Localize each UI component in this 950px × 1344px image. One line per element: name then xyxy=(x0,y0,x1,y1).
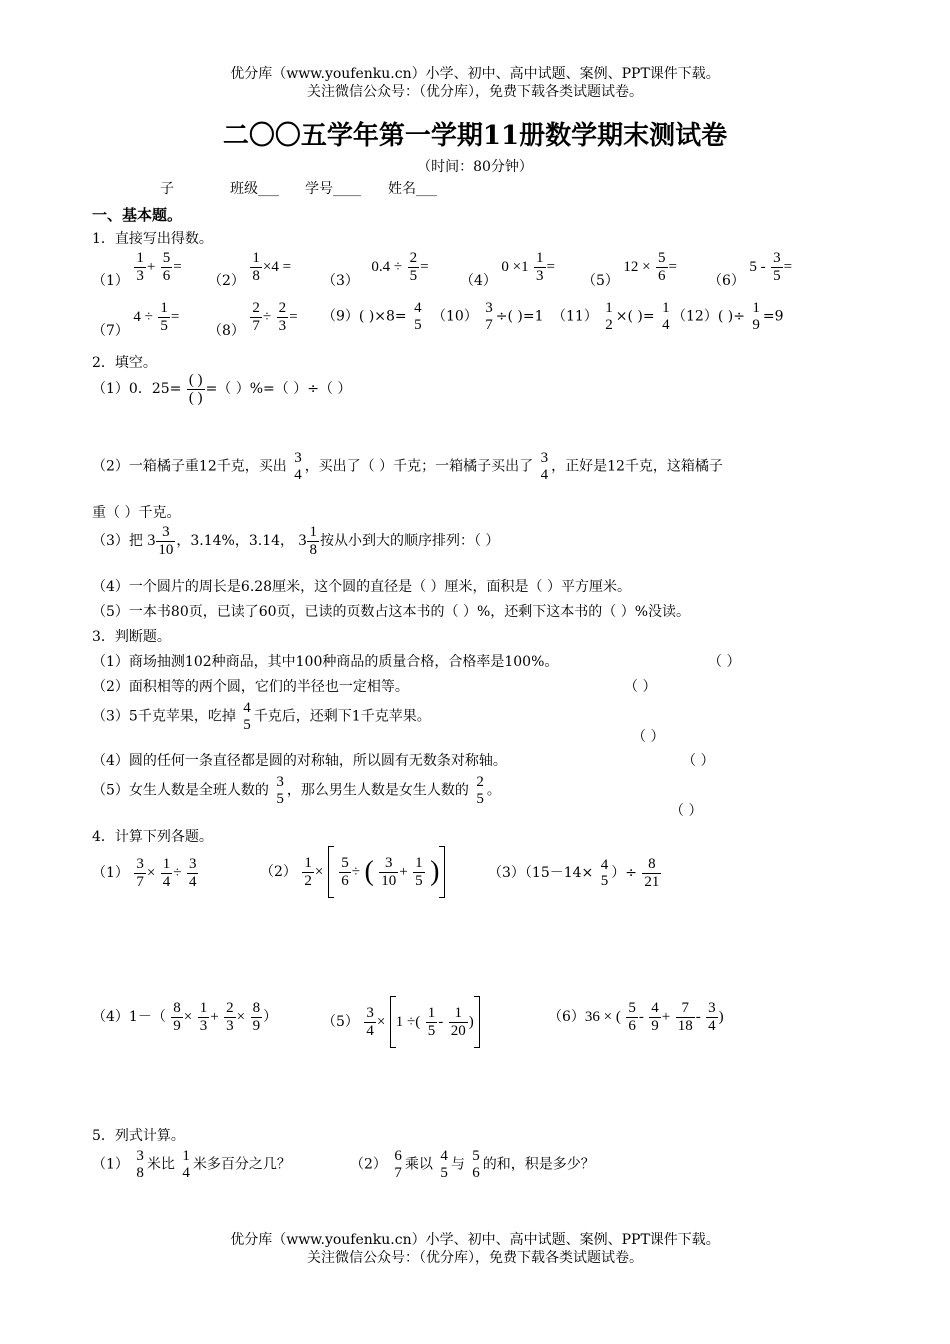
time-note: （时间：80分钟） xyxy=(417,159,533,175)
q3-line-4: （4）圆的任何一条直径都是圆的对称轴，所以圆有无数条对称轴。 xyxy=(92,753,507,769)
q3-answer-4: （ ） xyxy=(682,753,715,769)
page-title: 二〇〇五学年第一学期11册数学期末测试卷 xyxy=(222,121,728,151)
q4-problem-1: （1） $\frac{3}{7}$ × $\frac{1}{4}$ ÷ $\frac{3}{4}$ xyxy=(92,856,197,890)
q3-line-3: （3）5千克苹果，吃掉 4 5 千克后，还剩下1千克苹果。 xyxy=(92,700,431,733)
q3-title: 3．判断题。 xyxy=(92,629,171,645)
name-field: 姓名___ xyxy=(388,181,437,197)
q3-answer-1: （ ） xyxy=(708,654,741,670)
q4-problem-6: （6）36 × ( $\frac{5}{6}$ - $\frac{4}{9}$ + $\frac{7}{18}$ - $\frac{3}{4}$ ) xyxy=(548,1000,724,1034)
q1-item-5: （5） 12 × $\frac{5}{6}$ = xyxy=(582,250,678,289)
q3-line-2: （2）面积相等的两个圆，它们的半径也一定相等。 xyxy=(92,679,409,695)
q3-line-1: （1）商场抽测102种商品，其中100种商品的质量合格，合格率是100%。 xyxy=(92,654,559,670)
student-number-field: 学号____ xyxy=(305,181,361,197)
class-field: 班级___ xyxy=(230,181,279,197)
q1-item-6: （6） 5 - $\frac{3}{5}$ = xyxy=(708,250,793,289)
q1-title: 1．直接写出得数。 xyxy=(92,231,213,247)
q2-line-2: （2）一箱橘子重12千克，买出 3 4 ，买出了（ ）千克；一箱橘子买出了 3 4 ，正好是12千克，这箱橘子 xyxy=(92,450,723,483)
q3-answer-5: （ ） xyxy=(670,803,703,819)
q1-item-2: （2） $\frac{1}{8}$ ×4 = xyxy=(208,250,292,289)
q2-title: 2．填空。 xyxy=(92,355,157,371)
q5-line-1: （1） 3 8 米比 1 4 米多百分之几？ xyxy=(92,1148,291,1181)
footer-line-1: 优分库（www.youfenku.cn）小学、初中、高中试题、案例、PPT课件下载。 xyxy=(230,1232,720,1248)
school-label: 子 xyxy=(160,181,174,197)
q1-item-12: （12）( )÷ 1 9 =9 xyxy=(672,300,784,333)
q1-item-8: （8） $\frac{2}{7}$ ÷ $\frac{2}{3}$ = xyxy=(208,300,298,339)
header-line-2: 关注微信公众号：（优分库），免费下载各类试题试卷。 xyxy=(307,84,643,100)
q4-title: 4．计算下列各题。 xyxy=(92,829,213,845)
q2-line-2-cont: 重（ ）千克。 xyxy=(92,505,181,521)
q2-line-5: （5）一本书80页，已读了60页，已读的页数占这本书的（ ）%，还剩下这本书的（ ）%没读。 xyxy=(92,604,691,620)
q4-problem-2: （2） $\frac{1}{2}$ × $\frac{5}{6}$ ÷ ( $\frac{3}{10}$ + $\frac{1}{5}$ ) xyxy=(260,846,445,898)
q2-line-3: （3）把 3 $\frac{3}{10}$ ，3.14%，3.14， 3 $\frac{1}{8}$ 按从小到大的顺序排列：（ ） xyxy=(92,524,500,558)
q1-item-11: （11） 1 2 ×( )= 1 4 xyxy=(552,300,670,333)
q1-item-3: （3） 0.4 ÷ $\frac{2}{5}$ = xyxy=(322,250,429,289)
q1-item-1: （1） $\frac{1}{3}$ + $\frac{5}{6}$ = xyxy=(92,250,182,289)
q5-title: 5．列式计算。 xyxy=(92,1128,185,1144)
q4-problem-4: （4）1－（ $\frac{8}{9}$ × $\frac{1}{3}$ + $\frac{2}{3}$ × $\frac{8}{9}$ ） xyxy=(92,1000,278,1034)
q2-line-4: （4）一个圆片的周长是6.28厘米，这个圆的直径是（ ）厘米，面积是（ ）平方厘米。 xyxy=(92,579,631,595)
q2-line-1: （1）0．25= ( ) ( ) =（ ）%=（ ）÷（ ） xyxy=(92,372,352,406)
q1-item-7: （7） 4 ÷ $\frac{1}{5}$ = xyxy=(92,300,180,339)
q5-line-2: （2） 6 7 乘以 4 5 与 5 6 的和，积是多少？ xyxy=(350,1148,595,1181)
footer-line-2: 关注微信公众号：（优分库），免费下载各类试题试卷。 xyxy=(307,1250,643,1266)
q4-problem-5: （5） $\frac{3}{4}$ × 1 ÷( $\frac{1}{5}$ - $\frac{1}{20}$ ) xyxy=(322,996,480,1048)
q1-item-10: （10） 3 7 ÷( )=1 xyxy=(432,300,544,333)
q4-problem-3: （3）（15－14× 4 5 ）÷ $\frac{8}{21}$ xyxy=(488,856,660,890)
header-line-1: 优分库（www.youfenku.cn）小学、初中、高中试题、案例、PPT课件下载。 xyxy=(230,66,720,82)
q3-answer-2: （ ） xyxy=(624,679,657,695)
q3-line-5: （5）女生人数是全班人数的 3 5 ，那么男生人数是女生人数的 2 5 。 xyxy=(92,774,501,807)
section-1-heading: 一、基本题。 xyxy=(92,206,183,224)
q1-item-4: （4） 0 ×1 $\frac{1}{3}$ = xyxy=(460,250,556,289)
q1-item-9: （9）( )×8= 4 5 xyxy=(322,300,422,333)
q3-answer-3: （ ） xyxy=(632,729,665,745)
